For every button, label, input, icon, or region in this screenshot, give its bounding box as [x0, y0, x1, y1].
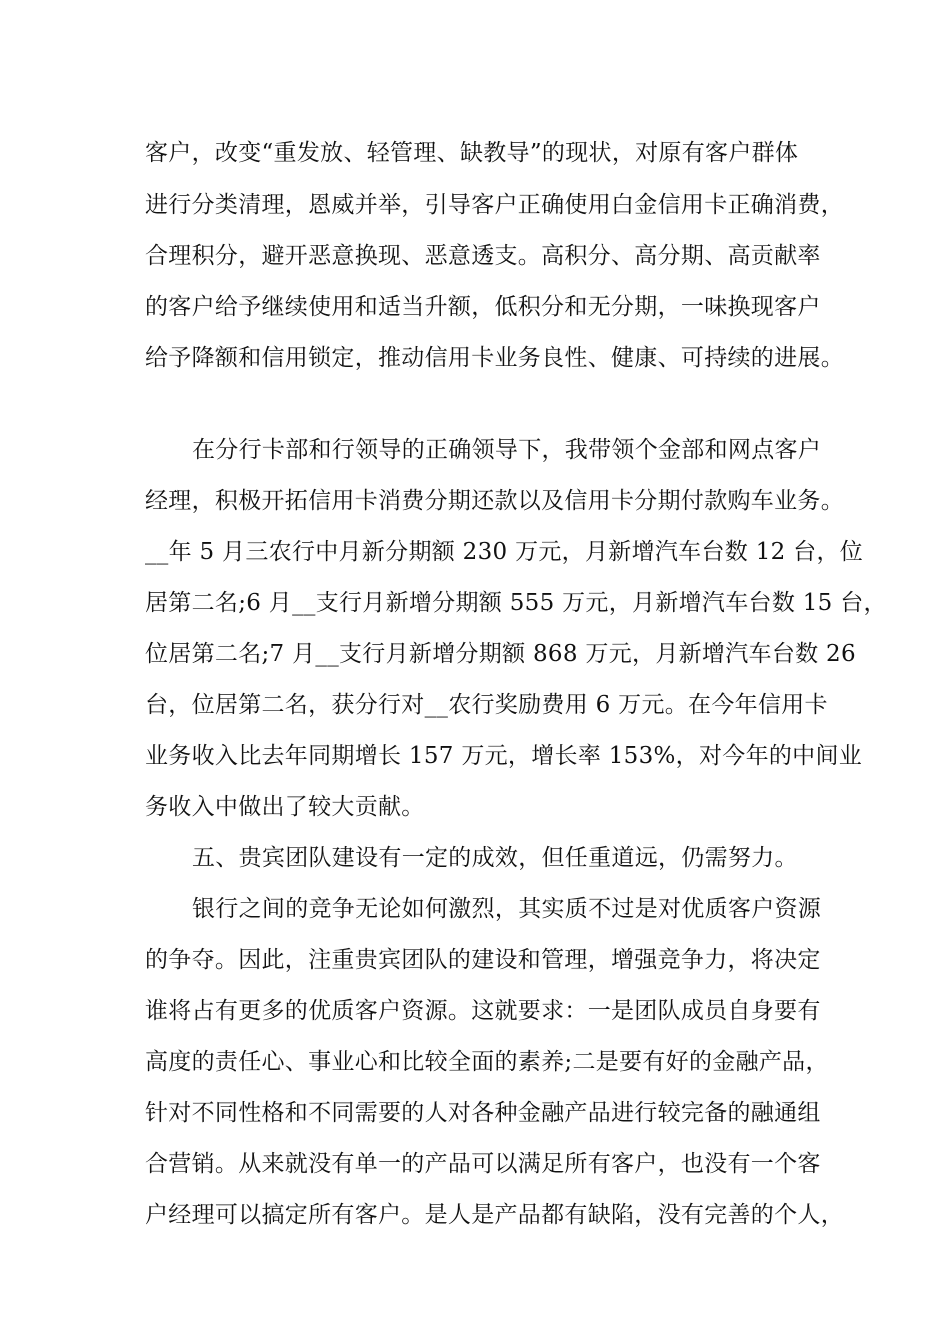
text-line: 给予降额和信用锁定，推动信用卡业务良性、健康、可持续的进展。: [145, 345, 844, 371]
text-line: 务收入中做出了较大贡献。: [145, 794, 425, 820]
text-line: 的争夺。因此，注重贵宾团队的建设和管理，增强竞争力，将决定: [145, 947, 821, 973]
text-line: 谁将占有更多的优质客户资源。这就要求：一是团队成员自身要有: [145, 998, 821, 1024]
text-line: 银行之间的竞争无论如何激烈，其实质不过是对优质客户资源: [192, 896, 822, 922]
text-line: 合理积分，避开恶意换现、恶意透支。高积分、高分期、高贡献率: [145, 243, 821, 269]
text-line: 的客户给予继续使用和适当升额，低积分和无分期，一味换现客户: [145, 294, 821, 320]
text-line: 户经理可以搞定所有客户。是人是产品都有缺陷，没有完善的个人，: [145, 1202, 844, 1228]
text-line: 台，位居第二名，获分行对__农行奖励费用 6 万元。在今年信用卡: [145, 692, 828, 718]
text-line: 进行分类清理，恩威并举，引导客户正确使用白金信用卡正确消费，: [145, 192, 844, 218]
text-line: __年 5 月三农行中月新分期额 230 万元，月新增汽车台数 12 台，位: [145, 539, 864, 565]
section-heading: 五、贵宾团队建设有一定的成效，但任重道远，仍需努力。: [192, 845, 798, 871]
text-line: 合营销。从来就没有单一的产品可以满足所有客户，也没有一个客: [145, 1151, 821, 1177]
text-line: 针对不同性格和不同需要的人对各种金融产品进行较完备的融通组: [145, 1100, 821, 1126]
text-line: 在分行卡部和行领导的正确领导下，我带领个金部和网点客户: [192, 437, 822, 463]
text-line: 客户，改变“重发放、轻管理、缺教导”的现状，对原有客户群体: [145, 140, 799, 166]
text-line: 位居第二名;7 月__支行月新增分期额 868 万元，月新增汽车台数 26: [145, 641, 856, 667]
text-line: 业务收入比去年同期增长 157 万元，增长率 153%，对今年的中间业: [145, 743, 863, 769]
text-line: 居第二名;6 月__支行月新增分期额 555 万元，月新增汽车台数 15 台，: [145, 590, 887, 616]
text-line: 经理，积极开拓信用卡消费分期还款以及信用卡分期付款购车业务。: [145, 488, 844, 514]
text-line: 高度的责任心、事业心和比较全面的素养;二是要有好的金融产品，: [145, 1049, 829, 1075]
